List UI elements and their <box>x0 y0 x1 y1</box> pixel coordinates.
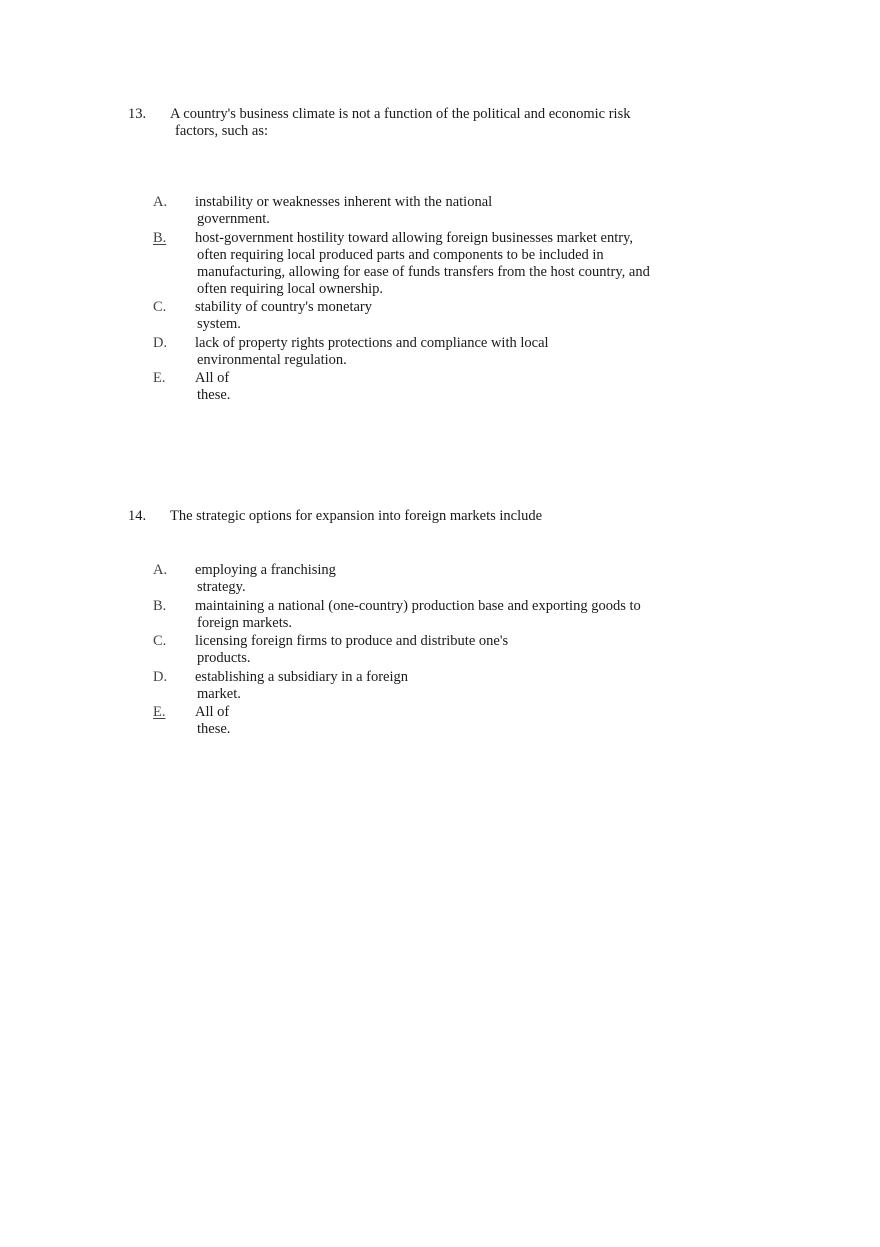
question-stem <box>128 106 668 140</box>
option-b <box>153 229 655 298</box>
option-d <box>153 334 655 369</box>
option-letter-correct: E. <box>153 704 166 720</box>
option-text-line: often requiring local ownership. <box>197 280 384 297</box>
option-text-line: foreign markets. <box>197 614 293 631</box>
option-letter: C. <box>153 299 167 315</box>
option-text-line: maintaining a national (one-country) production base and exporting goods to <box>195 597 641 614</box>
option-text-line: these. <box>197 721 231 737</box>
option-text-line: host-government hostility toward allowing foreign businesses market entry, <box>195 229 634 246</box>
question-text-line: The strategic options for expansion into foreign markets include <box>170 508 543 524</box>
question-13 <box>128 106 668 406</box>
option-text-line: manufacturing, allowing for ease of funds transfers from the host country, and <box>197 263 650 280</box>
option-text-line: products. <box>197 650 251 666</box>
question-number: 13. <box>128 106 147 122</box>
option-b <box>153 597 655 632</box>
option-text-line: stability of country's monetary <box>195 299 372 315</box>
option-text-line: strategy. <box>197 579 246 595</box>
option-d <box>153 668 655 703</box>
option-text-line: environmental regulation. <box>197 351 347 368</box>
option-letter-correct: B. <box>153 229 167 246</box>
option-letter: A. <box>153 194 168 210</box>
question-text-line: factors, such as: <box>175 123 269 139</box>
question-text <box>170 508 668 525</box>
answer-options <box>153 562 655 738</box>
answer-options <box>153 194 655 404</box>
option-text-line: licensing foreign firms to produce and distribute one's <box>195 633 509 649</box>
option-letter: A. <box>153 562 168 578</box>
option-letter: B. <box>153 597 167 614</box>
option-text-line: market. <box>197 685 241 702</box>
option-text-line: lack of property rights protections and compliance with local <box>195 334 549 351</box>
question-text-line: A country's business climate is not a function of the political and economic risk <box>170 106 631 122</box>
question-text <box>170 106 668 140</box>
option-e <box>153 704 655 738</box>
option-text-line: government. <box>197 211 270 227</box>
option-text-line: All of <box>195 370 230 386</box>
option-letter: C. <box>153 633 167 649</box>
option-letter: E. <box>153 370 166 386</box>
option-e <box>153 370 655 404</box>
option-a <box>153 562 655 596</box>
option-text-line: All of <box>195 704 230 720</box>
option-text-line: instability or weaknesses inherent with the national <box>195 194 493 210</box>
option-letter: D. <box>153 668 168 685</box>
question-number: 14. <box>128 508 147 524</box>
option-text-line: these. <box>197 387 231 403</box>
option-a <box>153 194 655 228</box>
option-letter: D. <box>153 334 168 351</box>
option-text-line: often requiring local produced parts and components to be included in <box>197 246 604 263</box>
option-text-line: establishing a subsidiary in a foreign <box>195 668 409 685</box>
option-c <box>153 299 655 333</box>
option-c <box>153 633 655 667</box>
option-text-line: system. <box>197 316 241 332</box>
option-text-line: employing a franchising <box>195 562 336 578</box>
question-stem <box>128 508 668 525</box>
question-14 <box>128 508 668 740</box>
